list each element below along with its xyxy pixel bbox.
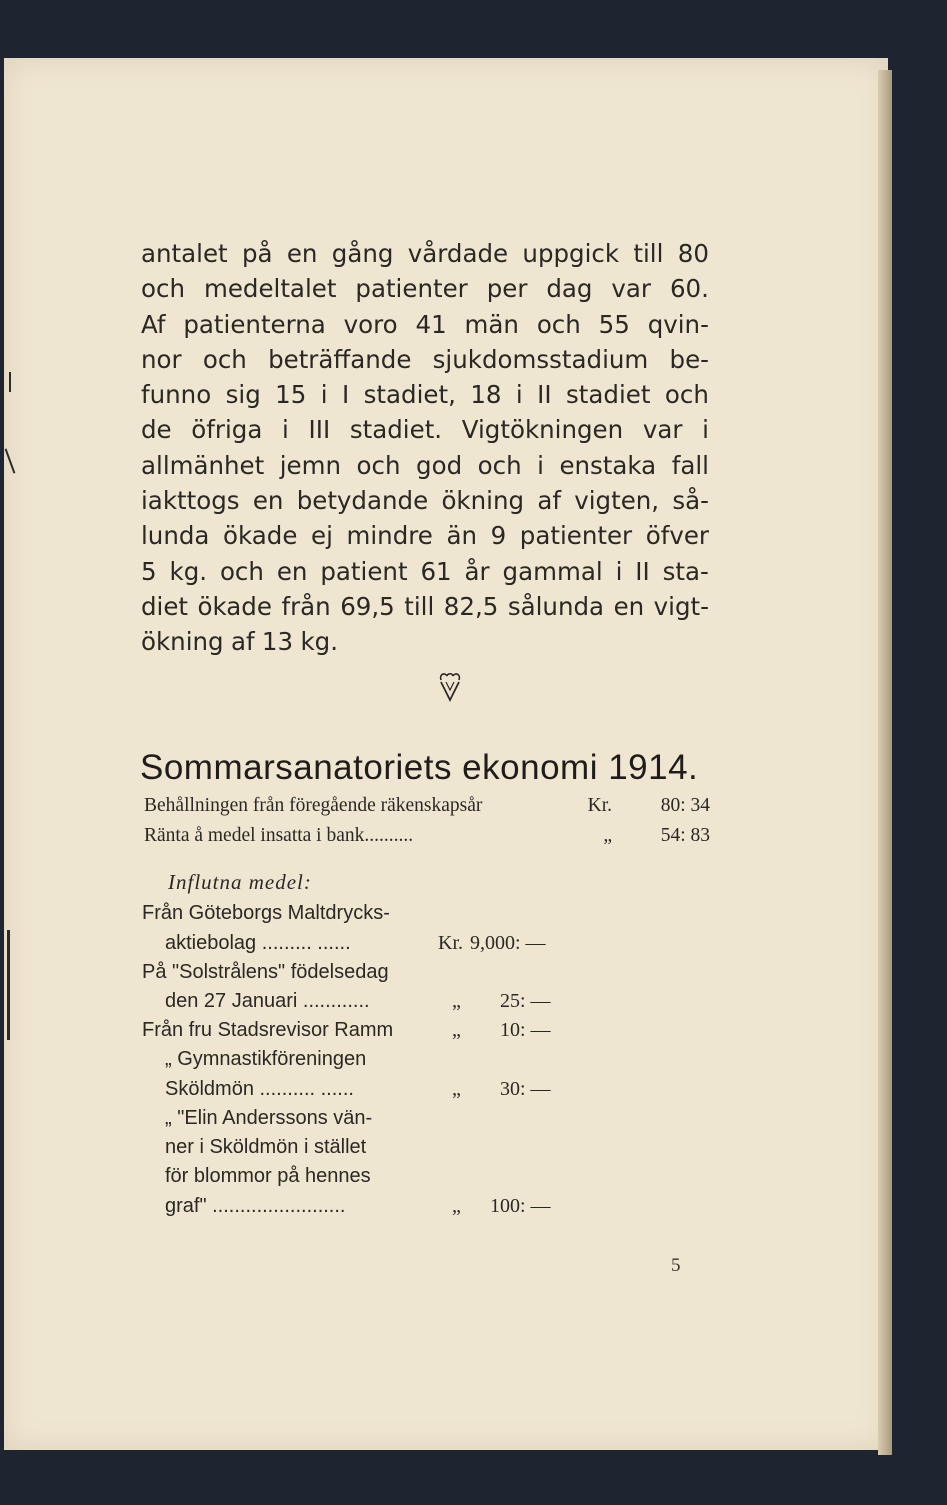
paragraph-line <box>141 377 709 412</box>
word: i <box>615 556 623 586</box>
ornament-icon <box>437 670 463 704</box>
word: af <box>537 486 561 516</box>
word: i <box>515 380 523 410</box>
word: antalet <box>141 239 228 268</box>
word: öfver <box>645 521 709 551</box>
word: i <box>702 415 709 445</box>
income-amount: 25: — <box>500 990 551 1012</box>
word: än <box>446 521 478 551</box>
balance-label: Behållningen från föregående räkenskapsår <box>144 795 483 816</box>
word: patienter <box>355 274 468 304</box>
word: iakttogs <box>141 486 240 516</box>
word: 61 <box>420 556 452 586</box>
word: stadiet, <box>363 380 456 410</box>
word: 55 <box>598 309 630 339</box>
paragraph-line <box>141 236 709 271</box>
word: nor <box>141 344 182 374</box>
word: I <box>342 380 350 410</box>
balance-row <box>144 825 710 851</box>
word: voro <box>343 309 398 339</box>
balance-row <box>144 795 710 821</box>
word: II <box>635 556 650 586</box>
page-number: 5 <box>671 1255 681 1276</box>
paragraph-line <box>141 589 709 624</box>
income-line: ner i Sköldmön i stället <box>165 1136 367 1158</box>
word: till <box>404 591 435 621</box>
word: och <box>141 274 185 304</box>
word: ökade <box>197 591 272 621</box>
word: i <box>537 450 544 480</box>
margin-mark <box>9 372 11 392</box>
word: funno <box>141 380 212 410</box>
balance-currency: „ <box>603 825 612 846</box>
paragraph-line <box>141 448 709 483</box>
income-line: „ "Elin Anderssons vän- <box>165 1107 373 1129</box>
margin-mark <box>7 930 10 1040</box>
income-line: På "Solstrålens" födelsedag <box>142 961 389 983</box>
paragraph-line <box>141 307 709 342</box>
page-edge <box>878 70 892 1455</box>
word: gammal <box>502 556 603 586</box>
word: sjukdomsstadium <box>432 344 649 374</box>
word: per <box>486 274 528 304</box>
word: ökade <box>223 521 298 551</box>
income-line: Från fru Stadsrevisor Ramm <box>142 1019 394 1041</box>
balance-amount: 80: 34 <box>660 795 710 816</box>
word: vigt- <box>653 591 709 621</box>
income-heading: Influtna medel: <box>168 870 312 894</box>
word: lunda <box>141 521 210 551</box>
word: patient <box>320 556 408 586</box>
word: i <box>282 415 289 445</box>
word: och <box>664 380 709 410</box>
word: vårdade <box>407 239 509 268</box>
paragraph-line <box>141 624 709 659</box>
word: och <box>477 450 522 480</box>
word: betydande <box>296 486 429 516</box>
income-amount: 9,000: — <box>470 932 546 954</box>
word: stadiet. <box>349 415 443 445</box>
word: och <box>536 309 581 339</box>
income-currency: Kr. <box>438 932 463 954</box>
word: III <box>308 415 331 445</box>
word: en <box>276 556 308 586</box>
word: från <box>281 591 331 621</box>
word: jemn <box>279 450 342 480</box>
income-line: för blommor på hennes <box>165 1165 371 1187</box>
word: 82,5 <box>443 591 499 621</box>
word: en <box>286 239 318 268</box>
word: 13 <box>261 627 294 657</box>
income-line: den 27 Januari ............ <box>165 990 370 1012</box>
word: år <box>464 556 490 586</box>
word: män <box>464 309 519 339</box>
income-currency: „ <box>452 1195 461 1217</box>
word: Af <box>141 309 166 339</box>
word: en <box>613 591 645 621</box>
word: ökning <box>141 627 224 657</box>
body-paragraph <box>141 236 709 660</box>
word: beträffande <box>268 344 412 374</box>
word: 69,5 <box>340 591 395 621</box>
word: och <box>202 344 247 374</box>
word: kg. <box>300 627 338 657</box>
word: Vigtökningen <box>461 415 624 445</box>
word: god <box>416 450 463 480</box>
word: 18 <box>470 380 502 410</box>
word: sig <box>225 380 261 410</box>
word: fall <box>671 450 709 480</box>
word: och <box>356 450 401 480</box>
word: be- <box>669 344 709 374</box>
word: gång <box>331 239 394 268</box>
word: sålunda <box>507 591 605 621</box>
word: 15 <box>275 380 307 410</box>
word: diet <box>141 591 189 621</box>
word: allmänhet <box>141 450 265 480</box>
word: kg. <box>169 556 208 586</box>
income-amount: 10: — <box>500 1019 551 1041</box>
word: ökning <box>441 486 525 516</box>
balance-amount: 54: 83 <box>660 825 710 846</box>
income-line: „ Gymnastikföreningen <box>165 1048 367 1070</box>
income-line: graf" ........................ <box>165 1195 346 1217</box>
paragraph-line <box>141 271 709 306</box>
word: 60. <box>669 274 709 304</box>
paragraph-line <box>141 412 709 447</box>
paragraph-line <box>141 518 709 553</box>
word: på <box>241 239 273 268</box>
word: en <box>252 486 284 516</box>
word: patienter <box>519 521 633 551</box>
paragraph-line <box>141 342 709 377</box>
word: 5 <box>141 556 157 586</box>
word: patienterna <box>183 309 326 339</box>
word: vigten, <box>574 486 660 516</box>
word: så- <box>672 486 709 516</box>
word: qvin- <box>647 309 709 339</box>
word: af <box>230 627 255 657</box>
paragraph-line <box>141 483 709 518</box>
word: ej <box>311 521 333 551</box>
income-amount: 100: — <box>490 1195 551 1217</box>
word: medeltalet <box>203 274 337 304</box>
word: öfriga <box>191 415 263 445</box>
word: 41 <box>415 309 447 339</box>
paragraph-line <box>141 554 709 589</box>
income-amount: 30: — <box>500 1078 551 1100</box>
word: stadiet <box>566 380 651 410</box>
income-currency: „ <box>452 990 461 1012</box>
income-currency: „ <box>452 1078 461 1100</box>
balance-currency: Kr. <box>587 795 612 816</box>
word: 80 <box>677 239 709 268</box>
word: dag <box>546 274 593 304</box>
word: och <box>219 556 264 586</box>
word: var <box>611 274 652 304</box>
income-line: Sköldmön .......... ...... <box>165 1078 354 1100</box>
word: mindre <box>346 521 433 551</box>
word: i <box>320 380 328 410</box>
word: II <box>537 380 552 410</box>
word: uppgick <box>522 239 620 268</box>
word: till <box>633 239 664 268</box>
section-heading: Sommarsanatoriets ekonomi 1914. <box>140 748 699 787</box>
income-line: Från Göteborgs Maltdrycks- <box>142 902 390 924</box>
word: de <box>141 415 172 445</box>
word: sta- <box>662 556 709 586</box>
word: 9 <box>490 521 507 551</box>
word: var <box>642 415 683 445</box>
word: enstaka <box>559 450 657 480</box>
income-currency: „ <box>452 1019 461 1041</box>
income-line: aktiebolag ......... ...... <box>165 932 351 954</box>
balance-label: Ränta å medel insatta i bank.......... <box>144 825 414 846</box>
